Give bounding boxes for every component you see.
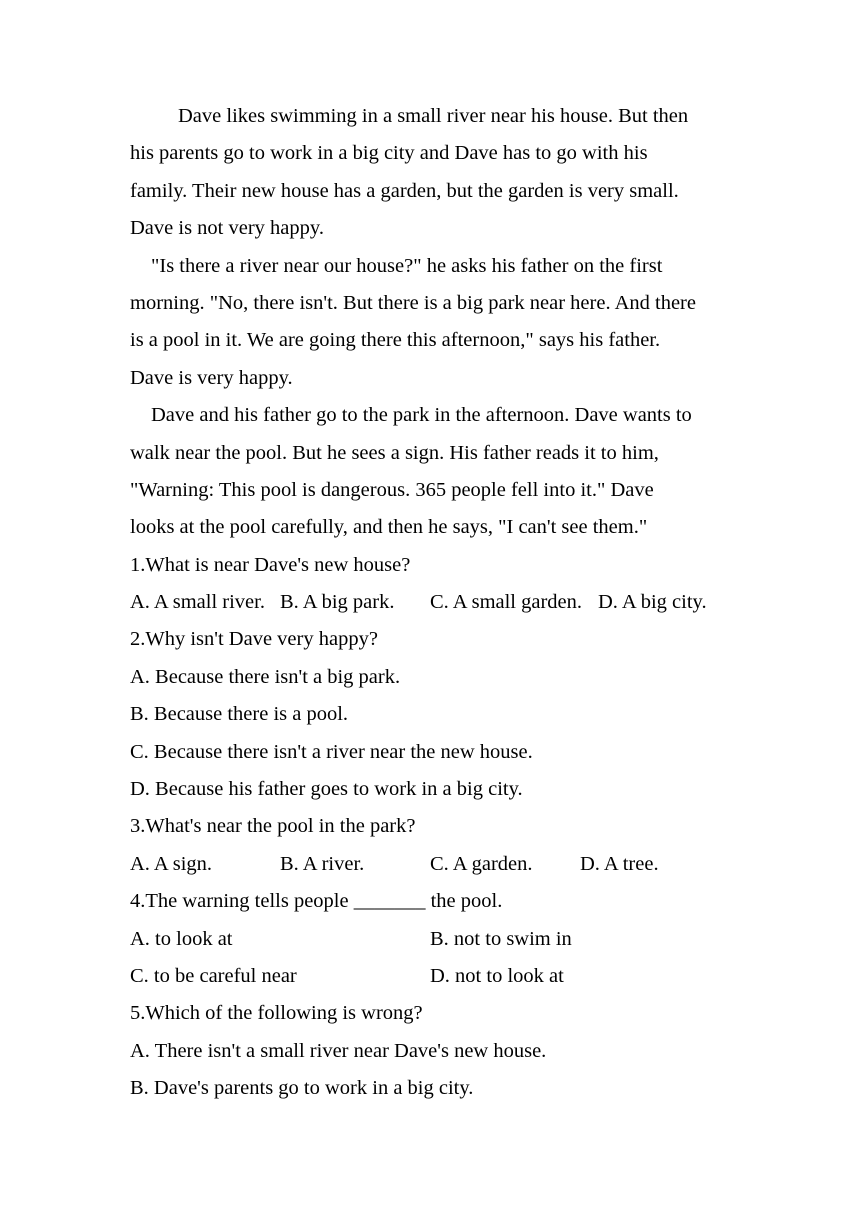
option-c: C. A small garden.	[430, 591, 583, 614]
options-row	[130, 921, 735, 958]
passage-line: Dave likes swimming in a small river near his house. But then	[178, 105, 689, 127]
question-1	[130, 547, 735, 622]
passage	[130, 98, 735, 547]
document-page	[130, 98, 735, 1108]
passage-line: "Is there a river near our house?" he asks his father on the first	[151, 254, 663, 277]
option-c: C. Because there isn't a river near the new house.	[130, 740, 533, 763]
question-5	[130, 995, 735, 1107]
option-b: B. A river.	[280, 852, 365, 875]
question-3	[130, 808, 735, 883]
question-stem: 1.What is near Dave's new house?	[130, 553, 411, 576]
passage-line: "Warning: This pool is dangerous. 365 people fell into it." Dave	[130, 478, 654, 501]
question-stem: 2.Why isn't Dave very happy?	[130, 628, 378, 651]
question-stem: 4.The warning tells people _______ the pool.	[130, 890, 503, 913]
option-a: A. A small river.	[130, 591, 265, 614]
options-row	[130, 584, 735, 621]
option-c: C. to be careful near	[130, 964, 297, 987]
passage-line: morning. "No, there isn't. But there is a big park near here. And there	[130, 291, 696, 314]
option-b: B. Dave's parents go to work in a big city.	[130, 1077, 474, 1100]
option-b: B. A big park.	[280, 591, 395, 614]
question-2	[130, 621, 735, 808]
option-a: A. to look at	[130, 927, 233, 950]
passage-line: Dave and his father go to the park in the afternoon. Dave wants to	[151, 404, 692, 427]
option-a: A. A sign.	[130, 852, 213, 875]
question-stem: 3.What's near the pool in the park?	[130, 815, 416, 838]
option-b: B. not to swim in	[430, 927, 572, 950]
option-d: D. A tree.	[580, 852, 659, 875]
passage-line: walk near the pool. But he sees a sign. His father reads it to him,	[130, 441, 659, 464]
question-4	[130, 883, 735, 995]
options-row	[130, 846, 735, 883]
passage-line: family. Their new house has a garden, but the garden is very small.	[130, 179, 679, 202]
passage-line: is a pool in it. We are going there this afternoon," says his father.	[130, 329, 661, 352]
passage-line: looks at the pool carefully, and then he says, "I can't see them."	[130, 516, 648, 539]
options-row	[130, 958, 735, 995]
passage-line: Dave is not very happy.	[130, 217, 324, 240]
option-d: D. not to look at	[430, 964, 564, 987]
option-c: C. A garden.	[430, 852, 533, 875]
passage-line: Dave is very happy.	[130, 366, 293, 389]
option-a: A. Because there isn't a big park.	[130, 665, 401, 688]
option-d: D. A big city.	[598, 591, 707, 614]
option-a: A. There isn't a small river near Dave's new house.	[130, 1039, 547, 1062]
passage-line: his parents go to work in a big city and Dave has to go with his	[130, 142, 648, 165]
question-stem: 5.Which of the following is wrong?	[130, 1002, 423, 1025]
option-b: B. Because there is a pool.	[130, 703, 349, 726]
option-d: D. Because his father goes to work in a big city.	[130, 778, 523, 801]
